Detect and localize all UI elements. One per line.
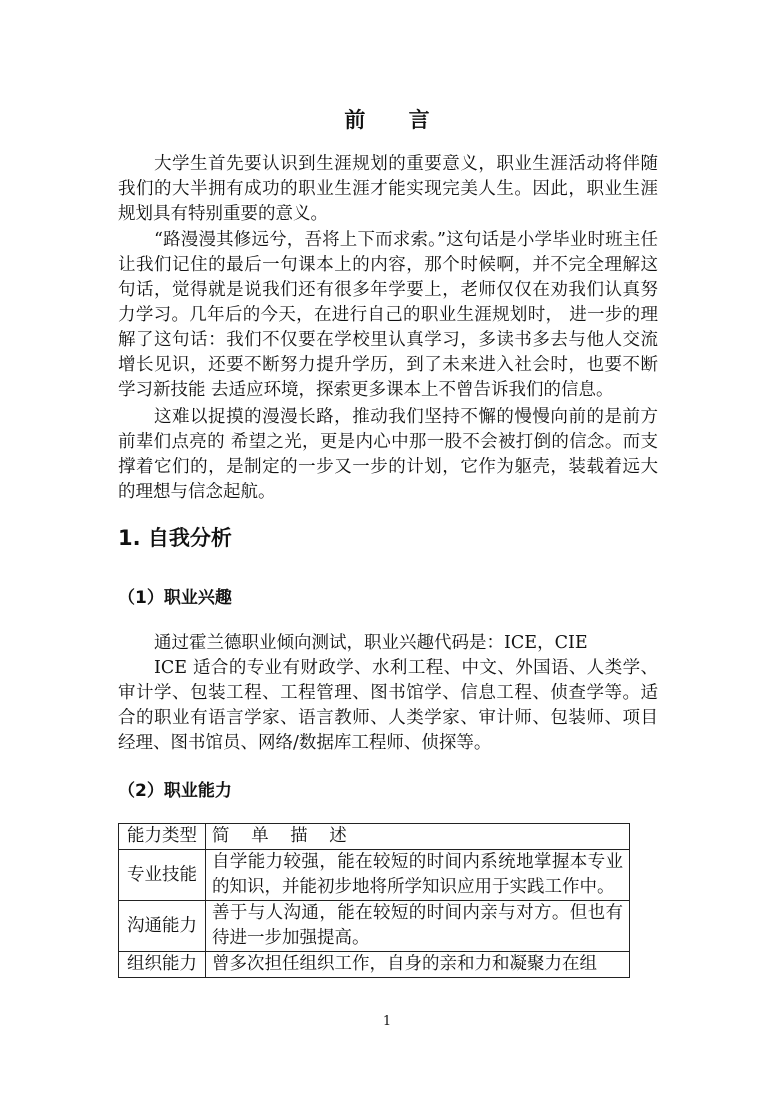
table-cell-type: 沟通能力 [119,901,206,952]
subsection-heading-ability: （2）职业能力 [118,781,232,801]
table-cell-type: 专业技能 [119,850,206,901]
intro-paragraph-1: 大学生首先要认识到生涯规划的重要意义，职业生涯活动将伴随我们的大半拥有成功的职业生涯才能实现完美人生。因此，职业生涯规划具有特别重要的意义。 [118,154,658,224]
table-header-cell: 简 单 描 述 [206,824,630,850]
table-row [119,952,630,978]
table-header-cell: 能力类型 [119,824,206,850]
table-row [119,850,630,901]
page-number: 1 [382,1014,392,1029]
ability-table [118,823,630,978]
page-title: 前 言 [344,108,448,132]
table-cell-description: 曾多次担任组织工作，自身的亲和力和凝聚力在组 [206,952,630,978]
table-cell-description: 自学能力较强，能在较短的时间内系统地掌握本专业的知识，并能初步地将所学知识应用于实践工作中。 [206,850,630,901]
table-row [119,901,630,952]
interest-test-line: 通过霍兰德职业倾向测试，职业兴趣代码是：ICE，CIE [154,633,588,653]
table-cell-description: 善于与人沟通，能在较短的时间内亲与对方。但也有待进一步加强提高。 [206,901,630,952]
table-header-row [119,824,630,850]
intro-paragraph-2: “路漫漫其修远兮，吾将上下而求索。”这句话是小学毕业时班主任让我们记住的最后一句课本上的内容，那个时候啊，并不完全理解这句话，觉得就是说我们还有很多年学要上，老师仅仅在劝我们认真努力学习。几年后的今天，在进行自己的职业生涯规划时， 进一步的理解了这句话：我们不仅要在学校里认真学习，多读书多去与他人交流 增长见识，还要不断努力提升学历，到了未来进入社会时，也要不断学习新技能 去适应环境，探索更多课本上不曾告诉我们的信息。 [118,230,658,400]
interest-paragraph: ICE 适合的专业有财政学、水利工程、中文、外国语、人类学、审计学、包装工程、工程管理、图书馆学、信息工程、侦查学等。适合的职业有语言学家、语言教师、人类学家、审计师、包装师、项目经理、图书馆员、网络/数据库工程师、侦探等。 [118,658,658,753]
intro-paragraph-3: 这难以捉摸的漫漫长路，推动我们坚持不懈的慢慢向前的是前方前辈们点亮的 希望之光，更是内心中那一股不会被打倒的信念。而支撑着它们的，是制定的一步又一步的计划，它作为躯壳，装载着远大的理想与信念起航。 [118,407,658,502]
section-heading-self-analysis: 1. 自我分析 [118,526,232,550]
subsection-heading-interest: （1）职业兴趣 [118,588,232,608]
table-cell-type: 组织能力 [119,952,206,978]
